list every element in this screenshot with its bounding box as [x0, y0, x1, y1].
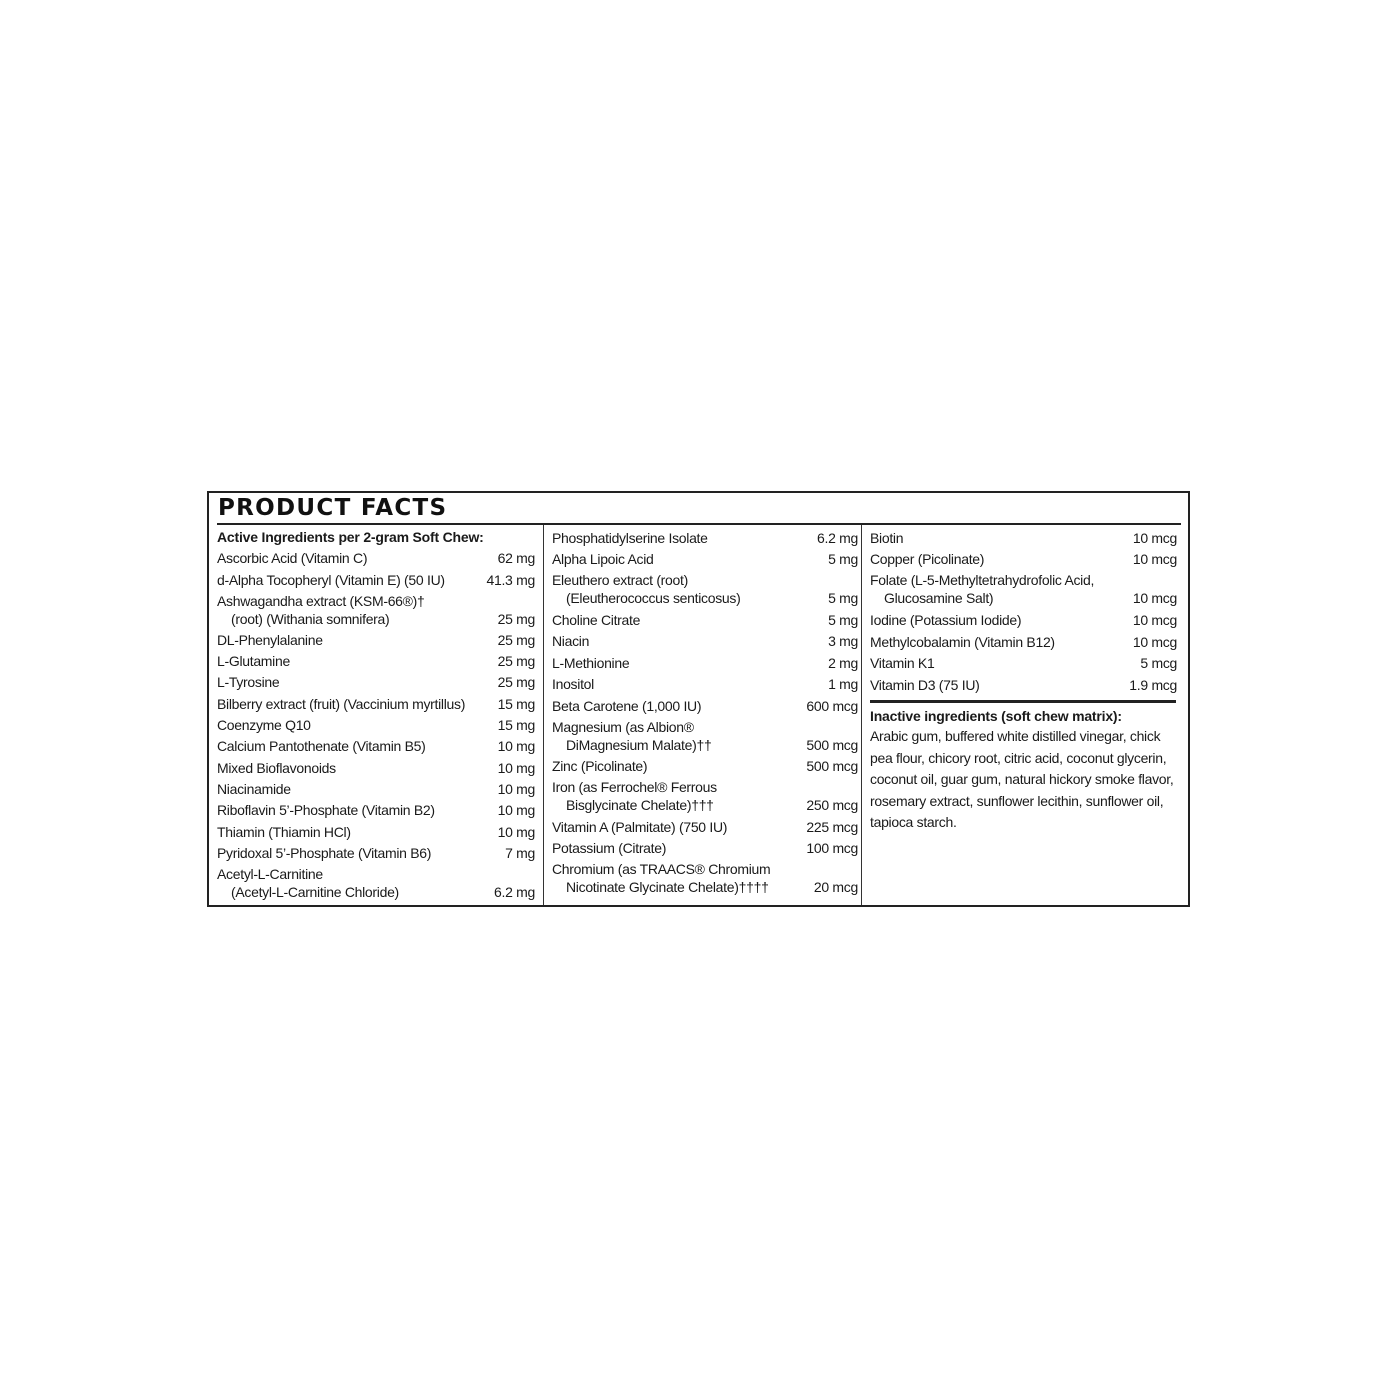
ingredient-name-line: Acetyl-L-Carnitine: [217, 865, 323, 882]
ingredient-name-line: Biotin: [870, 529, 904, 546]
ingredient-name: [552, 571, 828, 607]
ingredient-name: [217, 549, 498, 567]
ingredient-row: [870, 568, 1177, 607]
ingredient-amount: 1.9 mcg: [1129, 677, 1177, 694]
ingredient-name: [217, 592, 498, 628]
ingredient-name: [217, 652, 498, 670]
ingredient-name-continuation: Nicotinate Glycinate Chelate)††††: [566, 879, 769, 895]
ingredient-row: [552, 650, 858, 672]
ingredient-name-line: Niacin: [552, 633, 590, 649]
ingredient-row: [870, 672, 1177, 694]
ingredient-name-line: DL-Phenylalanine: [217, 631, 323, 648]
ingredient-row: [552, 754, 858, 776]
panel-title: PRODUCT FACTS: [218, 495, 448, 521]
ingredient-name-line: Iodine (Potassium Iodide): [870, 612, 1022, 629]
ingredient-name: [552, 697, 806, 715]
ingredient-amount: 62 mg: [497, 550, 535, 567]
ingredient-row: [217, 589, 535, 628]
ingredient-name-line: Chromium (as TRAACS® Chromium: [552, 861, 771, 877]
ingredient-name: [552, 860, 814, 896]
ingredient-amount: 6.2 mg: [817, 529, 858, 546]
ingredient-amount: 20 mcg: [813, 879, 858, 895]
ingredient-row: [217, 798, 535, 819]
ingredient-name-line: Pyridoxal 5’-Phosphate (Vitamin B6): [217, 844, 432, 861]
ingredient-name: [870, 529, 1133, 547]
ingredient-name: [552, 818, 806, 836]
ingredient-amount: 15 mg: [497, 717, 535, 734]
ingredient-name-line: Mixed Bioflavonoids: [217, 759, 336, 776]
ingredient-name: [870, 571, 1133, 607]
ingredient-name-line: Zinc (Picolinate): [552, 758, 648, 774]
ingredient-name: [552, 778, 806, 814]
ingredient-name-line: d-Alpha Tocopheryl (Vitamin E) (50 IU): [217, 571, 445, 588]
ingredient-amount: 600 mcg: [806, 697, 858, 714]
ingredient-name: [870, 654, 1140, 672]
ingredient-name: [217, 695, 498, 713]
inactive-divider: [870, 700, 1176, 703]
ingredient-amount: 10 mcg: [1132, 529, 1177, 546]
ingredient-row: [217, 777, 535, 798]
ingredient-amount: 1 mg: [828, 676, 858, 692]
ingredient-amount: 10 mg: [497, 802, 535, 819]
ingredient-name-continuation: DiMagnesium Malate)††: [566, 736, 712, 753]
ingredient-amount: 225 mcg: [806, 818, 858, 835]
ingredient-amount: 100 mcg: [806, 840, 858, 856]
ingredient-name-line: Beta Carotene (1,000 IU): [552, 697, 702, 714]
ingredient-name: [552, 632, 828, 650]
ingredient-row: [552, 814, 858, 836]
ingredient-name-line: Choline Citrate: [552, 611, 641, 628]
ingredient-name: [217, 801, 498, 819]
ingredient-list: [552, 525, 858, 896]
ingredient-name-line: Ascorbic Acid (Vitamin C): [217, 550, 368, 567]
ingredient-amount: 25 mg: [497, 653, 535, 670]
ingredient-name-line: Folate (L-5-Methyltetrahydrofolic Acid,: [870, 572, 1095, 589]
ingredient-name-continuation: Bisglycinate Chelate)†††: [566, 797, 714, 813]
ingredient-name-line: Eleuthero extract (root): [552, 572, 688, 588]
ingredient-name: [217, 737, 498, 755]
ingredient-name-line: Magnesium (as Albion®: [552, 718, 694, 735]
ingredient-row: [217, 628, 535, 649]
ingredient-amount: 250 mcg: [806, 797, 858, 813]
ingredient-amount: 10 mg: [497, 780, 535, 797]
ingredient-name: [552, 550, 828, 568]
ingredient-name: [552, 718, 806, 754]
ingredient-amount: 5 mg: [828, 551, 858, 567]
ingredient-amount: 10 mg: [497, 738, 535, 755]
ingredient-name-continuation: (root) (Withania somnifera): [231, 610, 390, 627]
ingredient-name-continuation: (Acetyl-L-Carnitine Chloride): [231, 883, 399, 900]
inactive-ingredients-heading: Inactive ingredients (soft chew matrix):: [870, 708, 1122, 725]
ingredient-row: [217, 862, 535, 901]
ingredient-name-line: L-Glutamine: [217, 653, 290, 670]
ingredient-name-continuation: Glucosamine Salt): [884, 590, 994, 607]
ingredient-name-line: L-Tyrosine: [217, 674, 280, 691]
ingredient-name-line: Vitamin A (Palmitate) (750 IU): [552, 818, 728, 835]
ingredient-name-line: Iron (as Ferrochel® Ferrous: [552, 779, 717, 795]
ingredient-name-line: Potassium (Citrate): [552, 840, 667, 856]
ingredient-row: [552, 607, 858, 629]
ingredient-row: [217, 713, 535, 734]
ingredient-amount: 41.3 mg: [486, 571, 535, 588]
ingredient-name-line: Calcium Pantothenate (Vitamin B5): [217, 738, 426, 755]
ingredient-amount: 10 mcg: [1132, 612, 1177, 629]
ingredient-name-line: Inositol: [552, 676, 594, 692]
product-facts-panel: [207, 491, 1190, 907]
ingredient-amount: 25 mg: [497, 631, 535, 648]
ingredient-amount: 5 mg: [828, 590, 858, 606]
ingredient-amount: 3 mg: [828, 633, 858, 649]
ingredient-row: [552, 525, 858, 547]
ingredient-amount: 25 mg: [497, 674, 535, 691]
ingredients-column-2: [552, 525, 858, 896]
ingredient-name: [870, 611, 1133, 629]
ingredient-list: [217, 546, 535, 901]
ingredient-name: [870, 633, 1133, 651]
ingredient-amount: 5 mcg: [1140, 655, 1177, 672]
ingredient-amount: 5 mg: [828, 611, 858, 628]
ingredient-name-line: Vitamin K1: [870, 655, 935, 672]
ingredient-name-line: Copper (Picolinate): [870, 551, 985, 568]
ingredient-amount: 2 mg: [828, 654, 858, 671]
ingredient-name: [870, 676, 1129, 694]
column-divider: [861, 525, 862, 905]
ingredient-row: [552, 568, 858, 607]
ingredient-row: [552, 547, 858, 569]
ingredient-row: [552, 775, 858, 814]
ingredient-name: [217, 571, 487, 589]
ingredient-amount: 25 mg: [497, 610, 535, 627]
ingredient-name: [217, 865, 494, 901]
ingredient-row: [870, 525, 1177, 547]
ingredient-name-line: Riboflavin 5’-Phosphate (Vitamin B2): [217, 802, 435, 819]
ingredient-list: [870, 525, 1177, 694]
ingredient-name-line: Alpha Lipoic Acid: [552, 551, 654, 567]
ingredient-amount: 10 mg: [497, 823, 535, 840]
ingredient-name: [217, 673, 498, 691]
ingredient-name-line: L-Methionine: [552, 654, 630, 671]
ingredient-row: [217, 691, 535, 712]
ingredient-row: [217, 567, 535, 588]
inactive-ingredients-text: Arabic gum, buffered white distilled vinegar, chick pea flour, chicory root, citric acid, coconut glycerin, coconut oil, guar gum, natural hickory smoke flavor, rosemary extract, sunflower lecithin, sunflower oil, tapioca starch.: [870, 728, 1174, 831]
ingredient-name: [870, 550, 1133, 568]
ingredient-name-line: Phosphatidylserine Isolate: [552, 529, 708, 546]
ingredient-name-continuation: (Eleutherococcus senticosus): [566, 590, 741, 606]
ingredient-row: [552, 693, 858, 715]
ingredient-row: [552, 857, 858, 896]
ingredient-amount: 15 mg: [497, 695, 535, 712]
ingredient-name-line: Vitamin D3 (75 IU): [870, 677, 980, 694]
ingredient-name: [217, 759, 498, 777]
ingredient-amount: 10 mcg: [1132, 590, 1177, 607]
ingredient-name-line: Niacinamide: [217, 780, 291, 797]
ingredient-amount: 10 mcg: [1132, 551, 1177, 568]
ingredient-row: [552, 836, 858, 858]
ingredient-row: [217, 546, 535, 567]
ingredient-name: [552, 611, 828, 629]
ingredient-amount: 10 mg: [497, 759, 535, 776]
ingredient-name: [217, 844, 505, 862]
column-divider: [543, 525, 544, 905]
ingredient-name-line: Methylcobalamin (Vitamin B12): [870, 633, 1055, 650]
ingredient-name-line: Coenzyme Q10: [217, 717, 311, 734]
ingredient-amount: 500 mcg: [806, 758, 858, 774]
ingredient-row: [217, 755, 535, 776]
ingredient-row: [552, 672, 858, 694]
ingredient-row: [217, 841, 535, 862]
ingredient-name: [217, 823, 498, 841]
ingredient-name: [217, 716, 498, 734]
ingredient-name: [552, 757, 806, 775]
ingredient-amount: 6.2 mg: [494, 883, 535, 900]
ingredient-name: [552, 675, 828, 693]
ingredients-column-3: [870, 525, 1177, 834]
active-ingredients-heading: Active Ingredients per 2-gram Soft Chew:: [217, 529, 484, 545]
ingredient-name: [217, 780, 498, 798]
ingredient-name: [217, 631, 498, 649]
ingredient-row: [870, 547, 1177, 569]
ingredients-column-1: [217, 525, 535, 901]
ingredient-name-line: Ashwagandha extract (KSM-66®)†: [217, 592, 425, 609]
ingredient-row: [217, 649, 535, 670]
ingredient-name: [552, 839, 806, 857]
ingredient-row: [217, 819, 535, 840]
ingredient-amount: 10 mcg: [1132, 633, 1177, 650]
ingredient-row: [217, 670, 535, 691]
ingredient-name-line: Bilberry extract (fruit) (Vaccinium myrtillus): [217, 695, 466, 712]
ingredient-row: [870, 629, 1177, 651]
ingredient-row: [870, 651, 1177, 673]
ingredient-name-line: Thiamin (Thiamin HCl): [217, 823, 351, 840]
ingredient-row: [552, 629, 858, 651]
ingredient-row: [552, 715, 858, 754]
ingredient-row: [870, 607, 1177, 629]
ingredient-amount: 500 mcg: [806, 736, 858, 753]
ingredient-name: [552, 654, 828, 672]
ingredient-name: [552, 529, 817, 547]
ingredient-amount: 7 mg: [505, 844, 535, 861]
ingredient-row: [217, 734, 535, 755]
